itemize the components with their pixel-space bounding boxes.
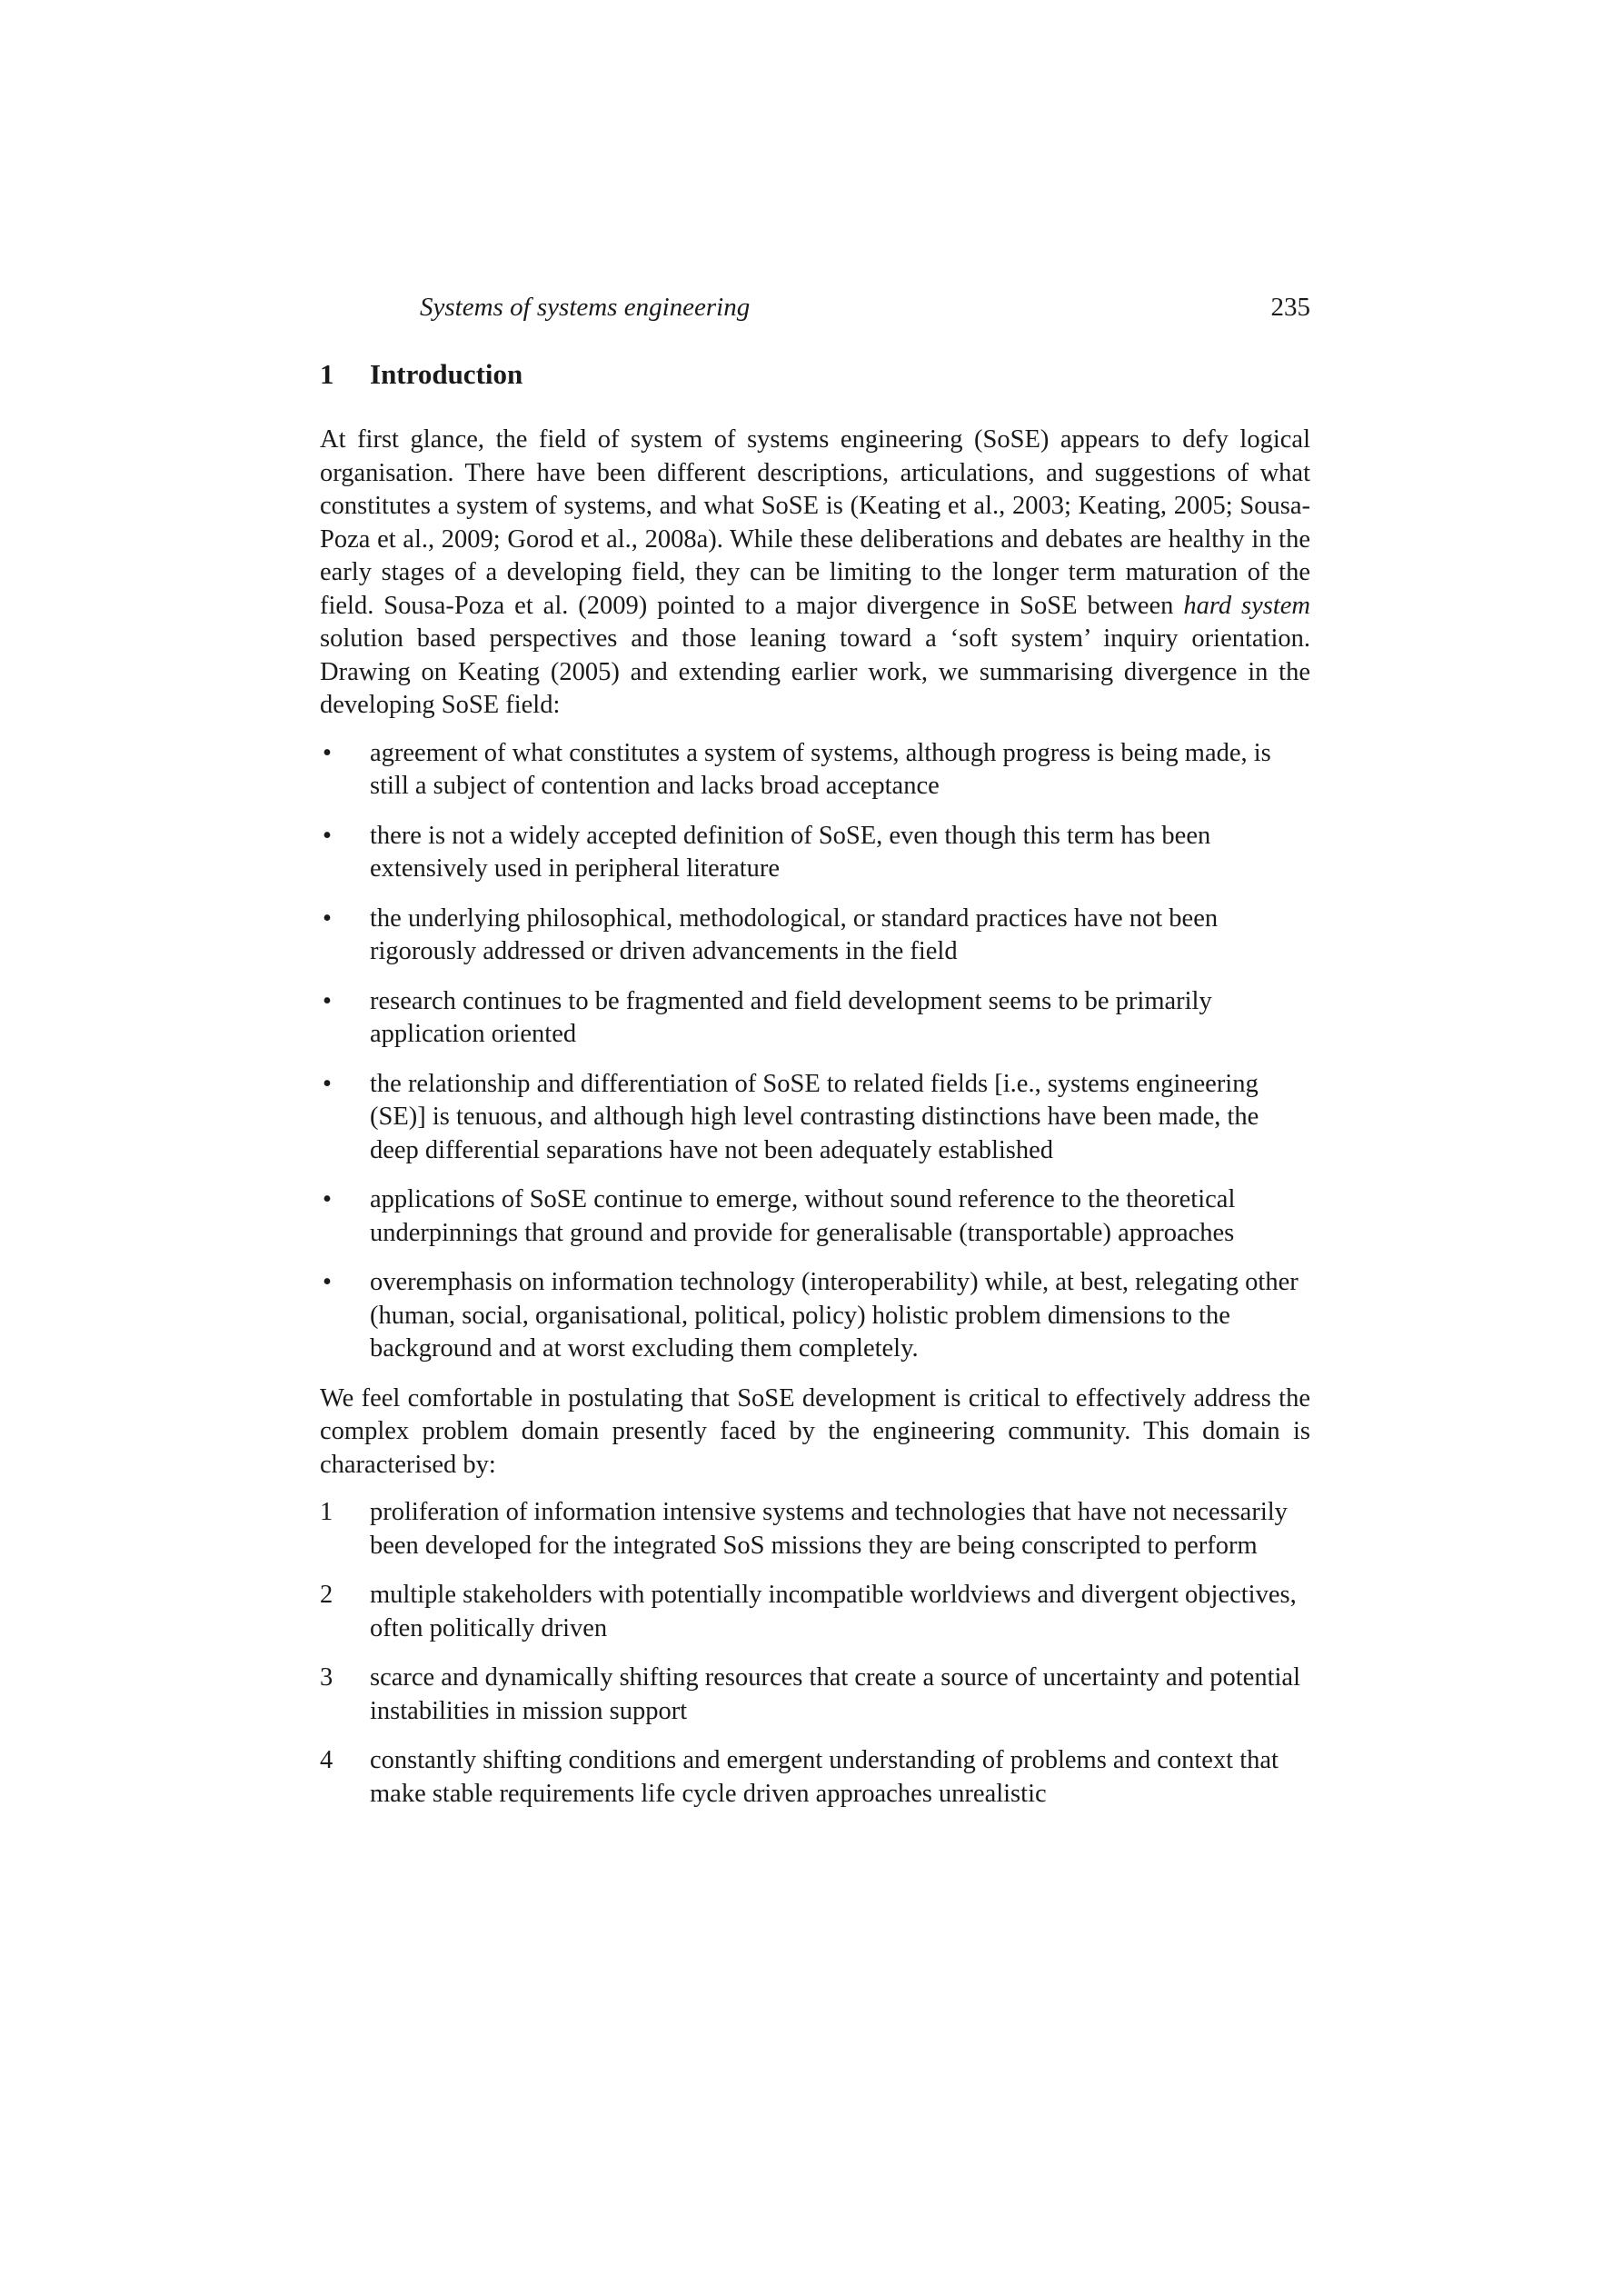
list-item xyxy=(320,1068,1310,1168)
bullet-text: research continues to be fragmented and field development seems to be primarily application oriented xyxy=(370,986,1212,1048)
section-heading xyxy=(320,356,1310,393)
bullet-text: the underlying philosophical, methodological, or standard practices have not been rigorously addressed or driven advancements in the field xyxy=(370,903,1219,965)
list-item xyxy=(320,903,1310,969)
item-text: multiple stakeholders with potentially incompatible worldviews and divergent objectives, often politically driven xyxy=(370,1581,1297,1642)
intro-text-part-1: At first glance, the field of system of systems engineering (SoSE) appears to defy logical organisation. There have been different descriptions, articulations, and suggestions of what constitutes a system of systems, and what SoSE is (Keating et al., 2003; Keating, 2005; Sousa-Poza et al., 2009; Gorod et al., 2008a). While these deliberations and debates are healthy in the early stages of a developing field, they can be limiting to the longer term maturation of the field. Sousa-Poza et al. (2009) pointed to a major divergence in SoSE between xyxy=(320,425,1310,620)
list-item xyxy=(320,1662,1310,1728)
section-number: 1 xyxy=(320,358,334,390)
bullet-text: overemphasis on information technology (interoperability) while, at best, relegating other (human, social, organisational, political, policy) holistic problem dimensions to the background and at worst excluding them completely. xyxy=(370,1268,1299,1363)
list-item xyxy=(320,737,1310,804)
item-number: 3 xyxy=(320,1663,333,1692)
list-item xyxy=(320,1266,1310,1366)
item-text: scarce and dynamically shifting resources that create a source of uncertainty and potential instabilities in mission support xyxy=(370,1663,1300,1725)
bullet-marker: • xyxy=(323,1268,332,1296)
list-item xyxy=(320,1183,1310,1250)
section-title: Introduction xyxy=(370,358,523,390)
bullet-marker: • xyxy=(323,821,332,850)
intro-paragraph xyxy=(320,424,1310,723)
bullet-marker: • xyxy=(323,738,332,767)
item-number: 1 xyxy=(320,1498,333,1526)
page-number: 235 xyxy=(1270,293,1310,322)
bullet-text: applications of SoSE continue to emerge, without sound reference to the theoretical underpinnings that ground and provide for generalisable (transportable) approaches xyxy=(370,1185,1236,1247)
running-title: Systems of systems engineering xyxy=(420,293,751,322)
list-item xyxy=(320,985,1310,1052)
intro-italic-term: hard system xyxy=(1183,591,1310,620)
running-header xyxy=(420,293,1310,329)
bullet-text: the relationship and differentiation of SoSE to related fields [i.e., systems engineering (SE)] is tenuous, and although high level contrasting distinctions have been made, the deep differential separations have not been adequately established xyxy=(370,1069,1259,1164)
item-number: 4 xyxy=(320,1746,333,1774)
list-item xyxy=(320,1579,1310,1645)
bullet-text: there is not a widely accepted definition of SoSE, even though this term has been extensively used in peripheral literature xyxy=(370,821,1211,883)
second-paragraph: We feel comfortable in postulating that SoSE development is critical to effectively address the complex problem domain presently faced by the engineering community. This domain is characterised by: xyxy=(320,1383,1310,1479)
bullet-text: agreement of what constitutes a system of systems, although progress is being made, is still a subject of contention and lacks broad acceptance xyxy=(370,738,1271,800)
item-number: 2 xyxy=(320,1581,333,1609)
list-item xyxy=(320,820,1310,886)
bullet-marker: • xyxy=(323,903,332,933)
bullet-marker: • xyxy=(323,986,332,1015)
intro-text-part-2: solution based perspectives and those leaning toward a ‘soft system’ inquiry orientation. Drawing on Keating (2005) and extending earlier work, we summarising divergence in the developing SoSE field: xyxy=(320,624,1310,719)
divergence-bullet-list xyxy=(320,737,1310,1366)
bullet-marker: • xyxy=(323,1185,332,1213)
item-text: proliferation of information intensive systems and technologies that have not necessarily been developed for the integrated SoS missions they are being conscripted to perform xyxy=(370,1498,1288,1560)
bullet-marker: • xyxy=(323,1069,332,1098)
body-text xyxy=(320,356,1310,1811)
list-item xyxy=(320,1744,1310,1811)
list-item xyxy=(320,1496,1310,1562)
item-text: constantly shifting conditions and emergent understanding of problems and context that make stable requirements life cycle driven approaches unrealistic xyxy=(370,1746,1279,1808)
domain-numbered-list xyxy=(320,1496,1310,1811)
